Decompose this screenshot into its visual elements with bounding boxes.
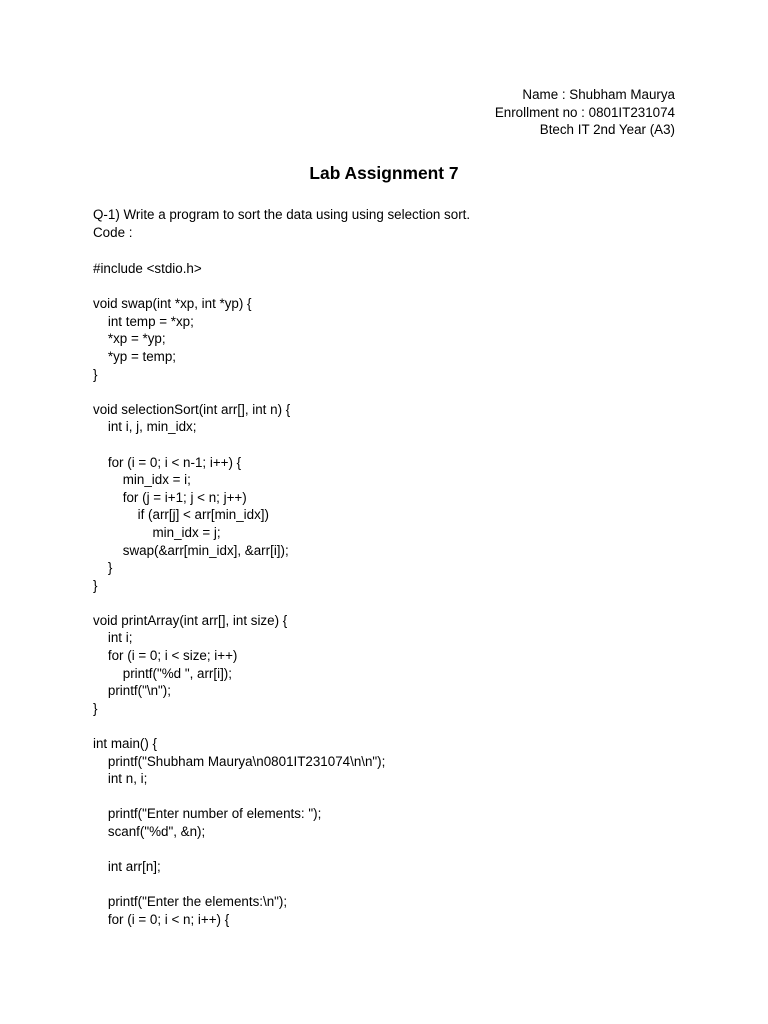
code-line — [93, 383, 385, 401]
code-line — [93, 278, 385, 296]
code-line — [93, 788, 385, 806]
code-line: swap(&arr[min_idx], &arr[i]); — [93, 542, 289, 558]
code-line: printf("%d ", arr[i]); — [93, 665, 232, 681]
code-line: printf("Enter number of elements: "); — [93, 806, 322, 822]
code-line: printf("\n"); — [93, 683, 171, 699]
code-line: for (i = 0; i < n-1; i++) { — [93, 454, 242, 470]
code-line: scanf("%d", &n); — [93, 824, 206, 839]
code-line: for (i = 0; i < n; i++) { — [93, 911, 230, 927]
student-name: Name : Shubham Maurya — [522, 87, 675, 102]
code-line: if (arr[j] < arr[min_idx]) — [93, 507, 269, 523]
student-info — [495, 86, 675, 139]
course-info: Btech IT 2nd Year (A3) — [539, 122, 675, 138]
document-title: Lab Assignment 7 — [309, 163, 459, 183]
code-line: } — [93, 577, 98, 593]
code-line: *yp = temp; — [93, 348, 176, 364]
code-line: int n, i; — [93, 771, 148, 787]
enrollment-number: Enrollment no : 0801IT231074 — [494, 104, 675, 120]
code-line: } — [93, 560, 113, 576]
code-line — [93, 876, 385, 894]
code-line: printf("Enter the elements:\n"); — [93, 894, 288, 910]
code-line: int i, j, min_idx; — [93, 419, 197, 435]
code-label: Code : — [93, 224, 133, 240]
code-line: #include <stdio.h> — [93, 261, 202, 276]
code-line — [93, 436, 385, 454]
code-line: void swap(int *xp, int *yp) { — [93, 296, 252, 312]
code-line: } — [93, 700, 98, 716]
code-line: for (j = i+1; j < n; j++) — [93, 489, 247, 505]
code-line — [93, 594, 385, 612]
code-line — [93, 717, 385, 735]
question-text: Q-1) Write a program to sort the data using using selection sort. — [93, 207, 471, 222]
code-line: int temp = *xp; — [93, 313, 194, 329]
code-line: min_idx = i; — [93, 472, 191, 488]
code-line: for (i = 0; i < size; i++) — [93, 648, 238, 664]
code-line: printf("Shubham Maurya\n0801IT231074\n\n"); — [93, 753, 386, 769]
code-line: void printArray(int arr[], int size) { — [93, 612, 288, 628]
code-line: int main() { — [93, 736, 157, 752]
code-line — [93, 841, 385, 859]
code-line: void selectionSort(int arr[], int n) { — [93, 401, 291, 417]
code-listing — [93, 260, 385, 929]
code-line: min_idx = j; — [93, 524, 221, 540]
code-line: int arr[n]; — [93, 859, 161, 875]
code-line: } — [93, 366, 98, 382]
code-line: *xp = *yp; — [93, 331, 166, 347]
question-block — [93, 206, 470, 241]
code-line: int i; — [93, 630, 133, 646]
